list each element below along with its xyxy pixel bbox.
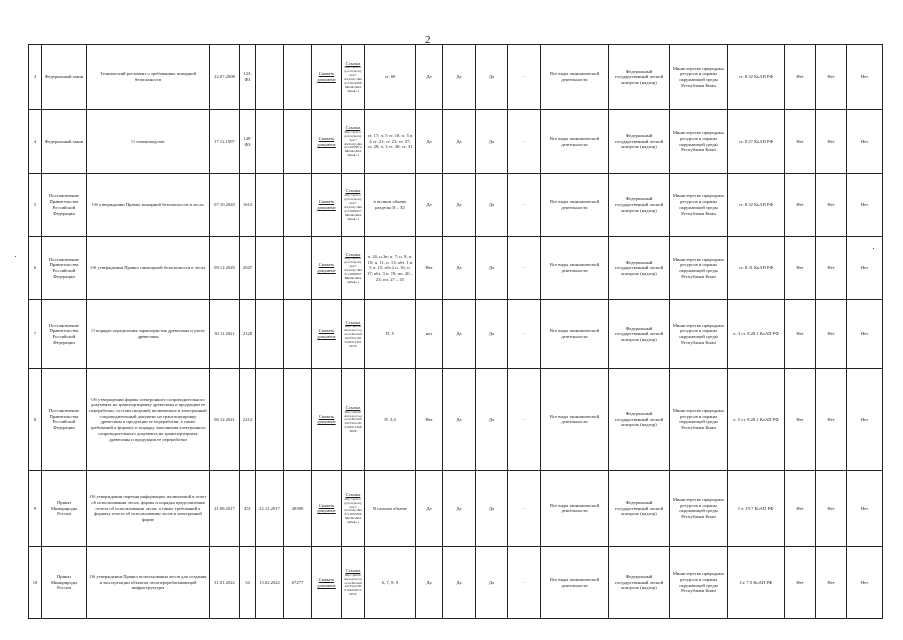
authority-cell: Министерство природных ресурсов и охраны окружающей среды Республики Коми [670,368,728,470]
control-type-cell: Федеральный государственный лесной контроль (надзор) [609,470,670,546]
flag-2-cell: Да [443,300,476,369]
row-number-cell: 10 [29,547,42,619]
no-2-cell: Нет [816,470,847,546]
download-document-link[interactable]: Скачать документ [317,328,336,340]
act-date-cell: 21.08.2017 [210,470,240,546]
flag-2-cell: Да [443,173,476,236]
act-type-cell: Приказ Минприроды России [42,470,87,546]
download-document-link[interactable]: Скачать документ [317,413,336,425]
authority-cell: Министерство природных ресурсов и охраны окружающей среды Республики Коми [670,173,728,236]
download-cell [312,110,342,173]
flag-2-cell: Да [443,237,476,300]
no-3-cell: Нет [847,470,883,546]
act-title-cell: О порядке определения характеристик древесины и учета древесины [87,300,210,369]
no-2-cell: Нет [816,173,847,236]
row-number-cell: 7 [29,300,42,369]
mj-registration-date-cell: 15.02.2022 [256,547,284,619]
act-type-cell: Федеральный закон [42,110,87,173]
source-link[interactable]: Ссылка [345,125,361,131]
no-2-cell: Нет [816,300,847,369]
flag-4-cell: - [508,368,541,470]
no-1-cell: Нет [785,173,816,236]
koap-article-cell: ст. 8.32 КоАП РФ [728,173,785,236]
koap-article-cell: ст. 8.31 КоАП РФ [728,237,785,300]
koap-article-cell: ч. 5 ст. 8.28.1 КоАП РФ [728,368,785,470]
page-number: 2 [425,34,431,46]
row-number-cell: 6 [29,237,42,300]
no-1-cell: Нет [785,237,816,300]
act-number-cell: 54 [240,547,256,619]
no-1-cell: Нет [785,547,816,619]
act-title-cell: Об утверждении Правил использования лесов для создания и эксплуатации объектов лесоперерабатывающей инфраструктуры [87,547,210,619]
mj-registration-number-cell [284,173,312,236]
download-cell [312,300,342,369]
flag-2-cell: Да [443,110,476,173]
mj-registration-date-cell [256,173,284,236]
control-type-cell: Федеральный государственный лесной контроль (надзор) [609,173,670,236]
mj-registration-number-cell [284,45,312,110]
act-number-cell: 123-ФЗ [240,45,256,110]
flag-4-cell: - [508,173,541,236]
table-row [29,470,883,546]
control-type-cell: Федеральный государственный лесной контроль (надзор) [609,237,670,300]
act-number-cell: 2214 [240,368,256,470]
act-date-cell: 06.12.2021 [210,368,240,470]
act-title-cell: О семеноводстве [87,110,210,173]
authority-cell: Министерство природных ресурсов и охраны окружающей среды Республики Коми [670,110,728,173]
koap-article-cell: Ст. 7.9 КоАП РФ [728,547,785,619]
koap-article-cell: ч. 3 ст. 8.28.1 КоАП РФ [728,300,785,369]
no-3-cell: Нет [847,45,883,110]
flag-1-cell: Нет [416,237,443,300]
authority-cell: Министерство природных ресурсов и охраны окружающей среды Республики Коми [670,45,728,110]
act-number-cell: 2128 [240,300,256,369]
download-cell [312,547,342,619]
source-link[interactable]: Ссылка [345,491,361,497]
no-2-cell: Нет [816,368,847,470]
mj-registration-date-cell [256,368,284,470]
source-link[interactable]: Ссылка [345,319,361,325]
flag-4-cell: - [508,300,541,369]
control-type-cell: Федеральный государственный лесной контроль (надзор) [609,45,670,110]
act-type-cell: Постановление Правительства Российской Федерации [42,173,87,236]
subjects-cell: Все виды экономической деятельности [541,300,609,369]
no-3-cell: Нет [847,547,883,619]
requirements-table [28,44,883,619]
mj-registration-number-cell [284,368,312,470]
flag-1-cell: Да [416,110,443,173]
source-link[interactable]: Ссылка [345,567,361,573]
no-2-cell: Нет [816,547,847,619]
control-type-cell: Федеральный государственный лесной контроль (надзор) [609,300,670,369]
no-2-cell: Нет [816,110,847,173]
act-date-cell: 07.10.2020 [210,173,240,236]
articles-cell: П. 3,4 [365,368,416,470]
flag-1-cell: Нет [416,368,443,470]
act-type-cell: Федеральный закон [42,45,87,110]
act-type-cell: Постановление Правительства Российской Федерации [42,237,87,300]
mj-registration-date-cell [256,237,284,300]
no-3-cell: Нет [847,110,883,173]
act-number-cell: 2047 [240,237,256,300]
act-title-cell: Технический регламент о требованиях пожарной безопасности [87,45,210,110]
articles-cell: П. 5 [365,300,416,369]
control-type-cell: Федеральный государственный лесной контроль (надзор) [609,547,670,619]
table-row [29,110,883,173]
source-link[interactable]: Ссылка [345,251,361,257]
articles-cell: в полном объеме разделы II – XI [365,173,416,236]
source-url[interactable]: http://publication.pravo.gov.ru/Document/View/0001202202150032 [344,572,362,597]
flag-1-cell: нет [416,300,443,369]
flag-2-cell: Да [443,45,476,110]
subjects-cell: Все виды экономической деятельности [541,110,609,173]
no-3-cell: Нет [847,300,883,369]
no-2-cell: Нет [816,45,847,110]
flag-1-cell: Да [416,470,443,546]
articles-cell: ст. 69 [365,45,416,110]
authority-cell: Министерство природных ресурсов и охраны окружающей среды Республики Коми [670,547,728,619]
link-cell [342,45,365,110]
download-cell [312,237,342,300]
flag-4-cell: - [508,237,541,300]
flag-4-cell: - [508,110,541,173]
row-number-cell: 4 [29,110,42,173]
mj-registration-number-cell [284,110,312,173]
link-cell [342,368,365,470]
scan-speck [15,256,16,257]
flag-3-cell: Да [476,368,508,470]
subjects-cell: Все виды экономической деятельности [541,470,609,546]
flag-3-cell: Да [476,300,508,369]
flag-4-cell: - [508,45,541,110]
flag-4-cell: - [508,547,541,619]
flag-1-cell: Да [416,547,443,619]
mj-registration-number-cell: 49380 [284,470,312,546]
table-row [29,547,883,619]
link-cell [342,470,365,546]
flag-3-cell: Да [476,173,508,236]
link-cell [342,110,365,173]
flag-1-cell: Да [416,45,443,110]
authority-cell: Министерство природных ресурсов и охраны окружающей среды Республики Коми [670,300,728,369]
download-document-link[interactable]: Скачать документ [317,199,336,210]
source-link[interactable]: Ссылка [345,404,361,410]
act-date-cell: 17.12.1997 [210,110,240,173]
source-url[interactable]: http://publication.pravo.gov.ru/Document/View/0001202112010036 [344,324,362,348]
control-type-cell: Федеральный государственный лесной контроль (надзор) [609,110,670,173]
row-number-cell: 3 [29,45,42,110]
no-1-cell: Нет [785,300,816,369]
download-document-link[interactable]: Скачать документ [317,135,336,147]
download-cell [312,368,342,470]
act-title-cell: Об утверждении Правил пожарной безопасности в лесах [87,173,210,236]
row-number-cell: 8 [29,368,42,470]
source-url[interactable]: http://pravo.gov.ru/proxy/ips/?docbody=&nd=102802575&rdk=&backlink=1 [344,193,362,221]
act-date-cell: 30.11.2021 [210,300,240,369]
source-url[interactable]: http://pravo.gov.ru/proxy/ips/?docbody=&nd=102050726&rdk=&backlink=1 [344,129,362,158]
no-1-cell: Нет [785,45,816,110]
no-2-cell: Нет [816,237,847,300]
flag-3-cell: Да [476,237,508,300]
mj-registration-date-cell [256,110,284,173]
source-link[interactable]: Ссылка [345,60,361,66]
flag-4-cell: - [508,470,541,546]
koap-article-cell: Ст. 19.7 КоАП РФ [728,470,785,546]
articles-cell: ст. 17; ч. 5 ст. 18; ч. 3 и 4 ст. 21; ст. 23; ст. 27; ст. 28; ч. 3 ст. 30; ст. 31 [365,110,416,173]
authority-cell: Министерство природных ресурсов и охраны окружающей среды Республики Коми [670,470,728,546]
articles-cell: 6, 7, 8, 9 [365,547,416,619]
link-cell [342,547,365,619]
koap-article-cell: ст. 8.32 КоАП РФ [728,45,785,110]
scan-speck [873,248,874,249]
download-document-link[interactable]: Скачать документ [317,502,336,514]
download-document-link[interactable]: Скачать документ [317,262,336,274]
subjects-cell: Все виды экономической деятельности [541,368,609,470]
link-cell [342,173,365,236]
flag-2-cell: Да [443,547,476,619]
act-date-cell: 09.12.2020 [210,237,240,300]
download-cell [312,470,342,546]
articles-cell: В полном объеме [365,470,416,546]
control-type-cell: Федеральный государственный лесной контроль (надзор) [609,368,670,470]
row-number-cell: 9 [29,470,42,546]
koap-article-cell: ст. 8.27 КоАП РФ [728,110,785,173]
subjects-cell: Все виды экономической деятельности [541,237,609,300]
act-number-cell: 149-ФЗ [240,110,256,173]
table-body [29,45,883,619]
table-row [29,237,883,300]
act-type-cell: Приказ Минприроды России [42,547,87,619]
table-row [29,45,883,110]
mj-registration-date-cell [256,300,284,369]
download-cell [312,173,342,236]
flag-3-cell: Да [476,110,508,173]
no-3-cell: Нет [847,368,883,470]
flag-2-cell: Да [443,470,476,546]
mj-registration-number-cell [284,300,312,369]
no-3-cell: Нет [847,237,883,300]
flag-1-cell: Да [416,173,443,236]
flag-3-cell: Да [476,470,508,546]
table-row [29,173,883,236]
no-3-cell: Нет [847,173,883,236]
source-url[interactable]: http://pravo.gov.ru/proxy/ips/?docbody=&nd=102806278&rdk=&backlink=1 [344,256,362,284]
table-row [29,300,883,369]
flag-3-cell: Да [476,547,508,619]
table-row [29,368,883,470]
act-title-cell: Об утверждении перечня информации, включаемой в отчет об использовании лесов, формы и порядка представления отчета об использовании лесов, а также требований к формату отчета об использовании лесов в электронной форме [87,470,210,546]
no-1-cell: Нет [785,110,816,173]
source-url[interactable]: http://publication.pravo.gov.ru/Document/View/0001202112080006 [344,409,362,434]
mj-registration-number-cell: 67277 [284,547,312,619]
subjects-cell: Все виды экономической деятельности [541,45,609,110]
no-1-cell: Нет [785,470,816,546]
flag-3-cell: Да [476,45,508,110]
act-type-cell: Постановление Правительства Российской Федерации [42,368,87,470]
act-type-cell: Постановление Правительства Российской Федерации [42,300,87,369]
mj-registration-number-cell [284,237,312,300]
subjects-cell: Все виды экономической деятельности [541,173,609,236]
mj-registration-date-cell [256,45,284,110]
articles-cell: п. 2б, п.3в; п. 7; п. 9; п. 10; п. 11, п. 13; абз. 1 и 5 п. 15; абз.2 п. 16; п. 17; абз. 3 п. 19; пп. 20 – 23; пп. 27 – 45 [365,237,416,300]
subjects-cell: Все виды экономической деятельности [541,547,609,619]
act-date-cell: 22.07.2008 [210,45,240,110]
mj-registration-date-cell: 22.12.2017 [256,470,284,546]
link-cell [342,237,365,300]
act-date-cell: 31.01.2022 [210,547,240,619]
flag-2-cell: Да [443,368,476,470]
download-document-link[interactable]: Скачать документ [317,71,336,83]
row-number-cell: 5 [29,173,42,236]
source-url[interactable]: http://pravo.gov.ru/proxy/ips/?docbody=&nd=102453665&rdk=&backlink=1 [344,496,362,525]
authority-cell: Министерство природных ресурсов и охраны окружающей среды Республики Коми [670,237,728,300]
no-1-cell: Нет [785,368,816,470]
act-number-cell: 451 [240,470,256,546]
download-cell [312,45,342,110]
act-number-cell: 1614 [240,173,256,236]
act-title-cell: Об утверждении Правил санитарной безопасности в лесах [87,237,210,300]
link-cell [342,300,365,369]
act-title-cell: Об утверждении формы электронного сопроводительного документа на транспортировку древесины и продукции ее переработки, состава сведений, включаемых в электронный сопроводительный документ на транспортировку древесины и продукции ее переработки, а также требований к формату и порядку заполнения электронного сопроводительного документа на транспортировку древесины и продукции ее переработки [87,368,210,470]
source-link[interactable]: Ссылка [345,188,361,194]
download-document-link[interactable]: Скачать документ [317,576,336,588]
source-url[interactable]: http://pravo.gov.ru/proxy/ips/?docbody=&nd=102122695&rdk=&backlink=1 [344,65,362,93]
